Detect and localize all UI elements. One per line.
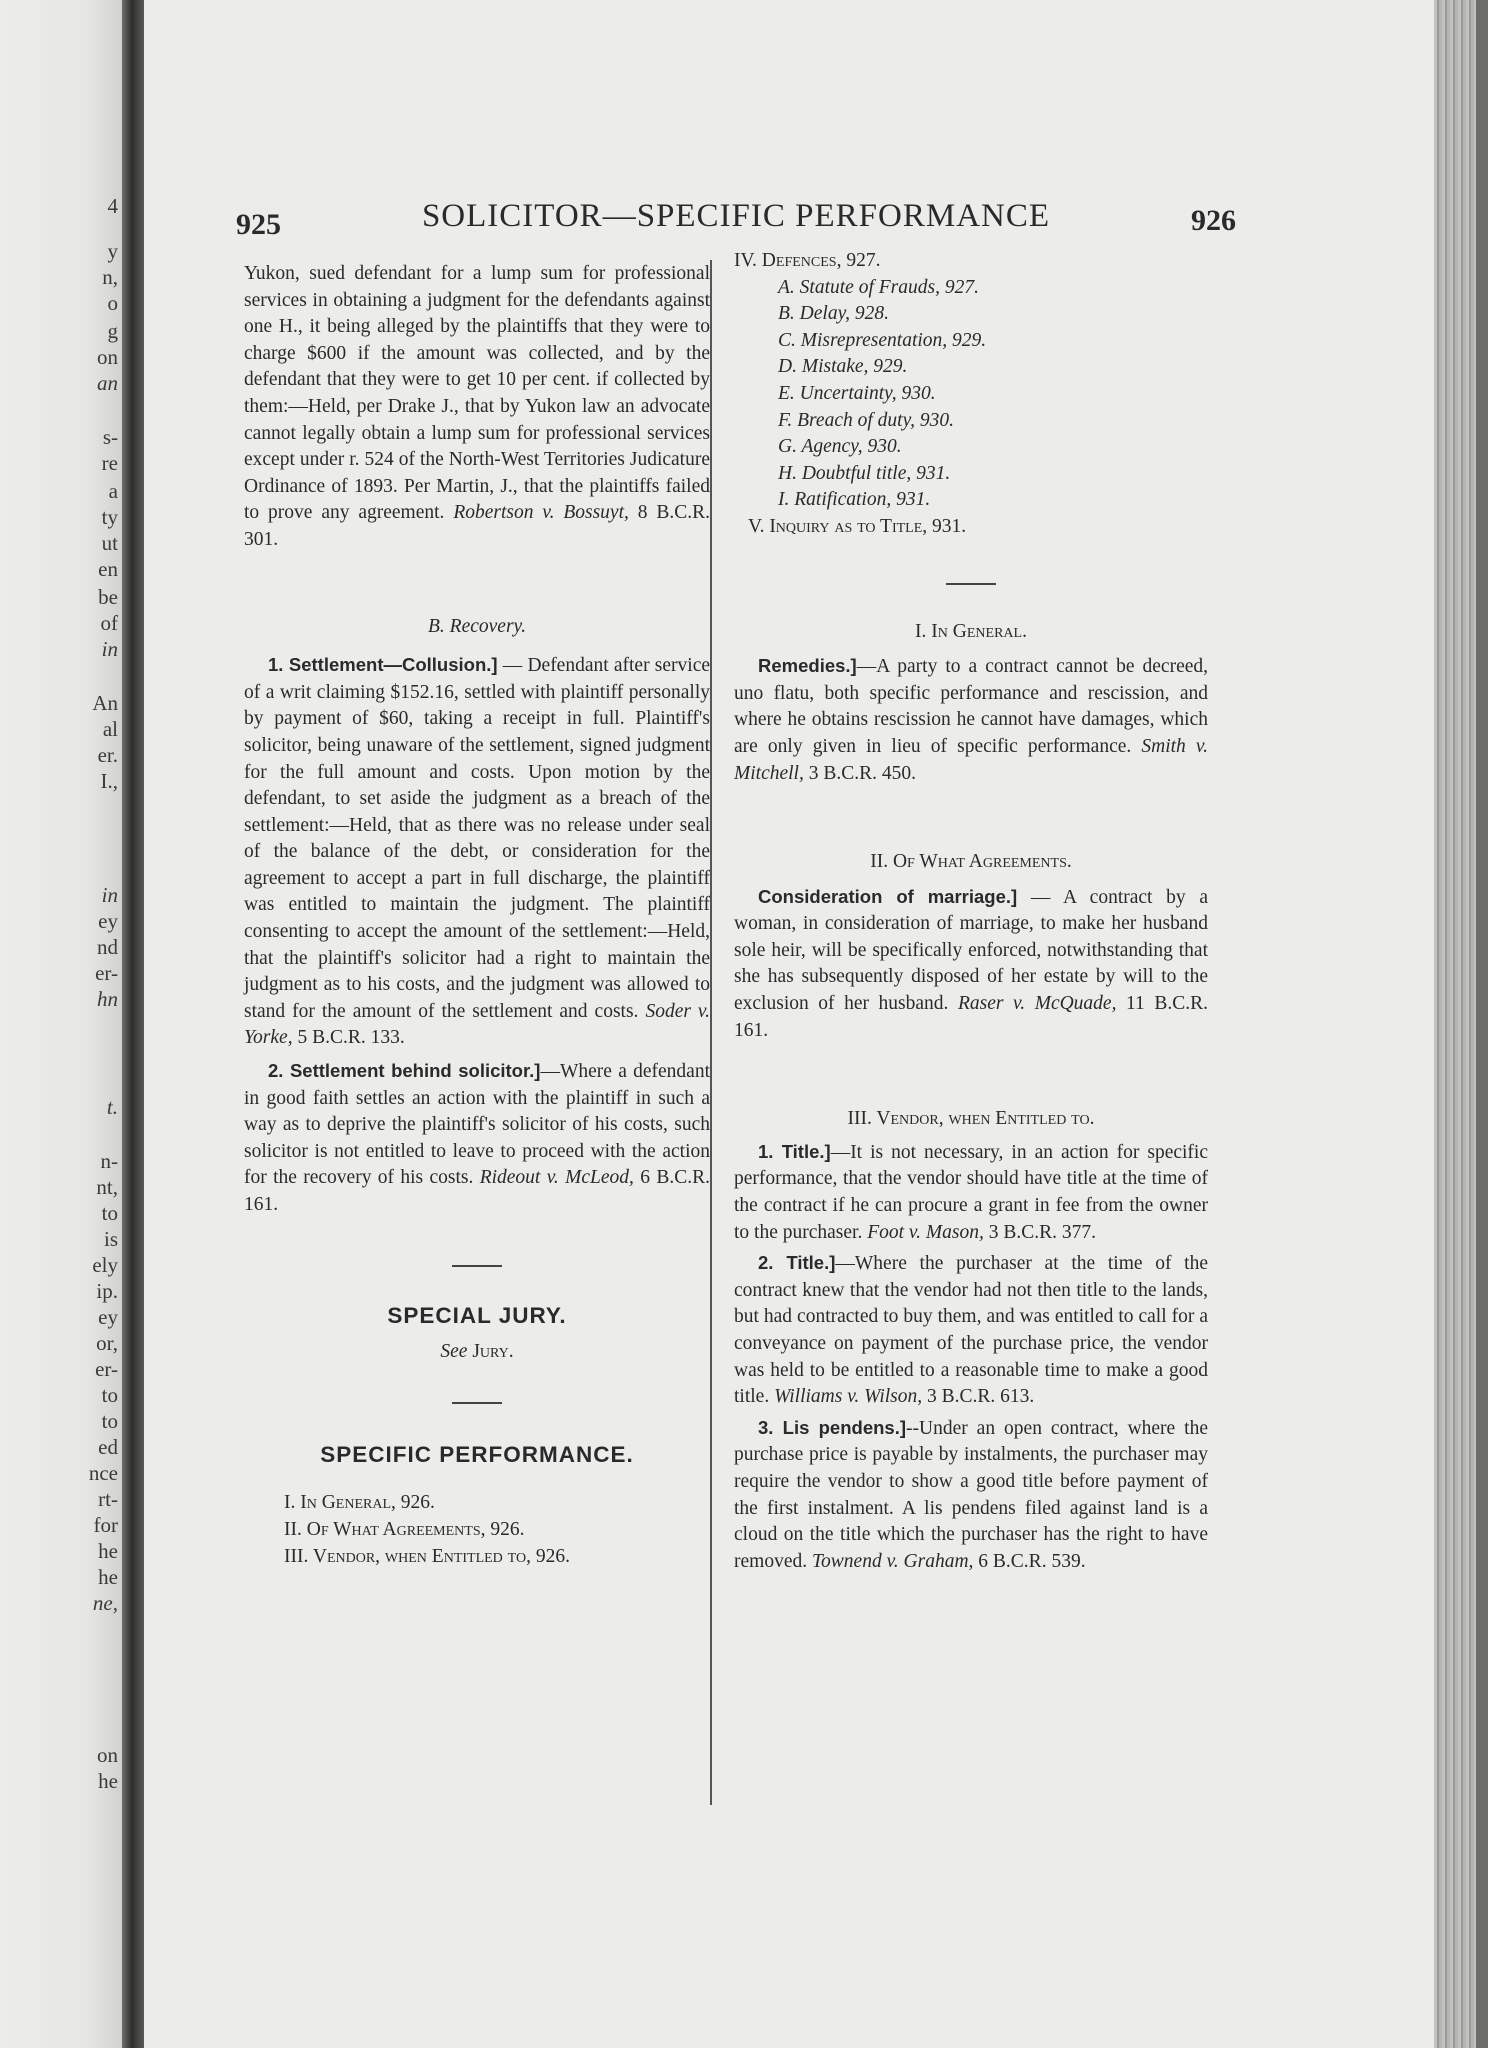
facing-page-fragment: in — [101, 883, 118, 907]
table-of-contents — [244, 1490, 710, 1570]
case-citation: Smith v. Mitchell, — [734, 735, 1209, 784]
facing-page-fragment: n- — [100, 1149, 118, 1173]
facing-page-fragment: on — [97, 1743, 118, 1767]
entry-consideration-of-marriage: Consideration of marriage.] — A contract by a woman, in consideration of marriage, to make her husband sole heir, will be specifically enforced, notwithstanding that she has subsequently disposed of her estate by will to the exclusion of her husband. Raser v. McQuade, 11 B.C.R. 161. — [734, 885, 1209, 1041]
facing-page-fragment: ne, — [92, 1591, 118, 1615]
facing-page-fragment: ely — [92, 1253, 118, 1277]
report-reference: 3 B.C.R. 377. — [988, 1221, 1096, 1243]
entry-settlement-behind-solicitor: 2. Settlement behind solicitor.]—Where a defendant in good faith settles an action with the plaintiff in such a way as to deprive the plaintiff's solicitor of his costs, such solicitor is not entitled to leave to proceed with the action for the recovery of his costs. Rideout v. McLeod, 6 B.C.R. 161. — [244, 1060, 710, 1215]
facing-page-fragment: be — [98, 585, 118, 609]
facing-page-fragment: an — [97, 371, 118, 395]
facing-page-fragment: hn — [97, 987, 118, 1011]
facing-page-fragment: or, — [96, 1331, 118, 1355]
case-citation: Raser v. McQuade, — [958, 993, 1117, 1015]
entry-remedies: Remedies.]—A party to a contract cannot be decreed, uno flatu, both specific performance and rescission, and where he obtains rescission he cannot have damages, which are only given in lieu of specific performance. Smith v. Mitchell, 3 B.C.R. 450. — [734, 655, 1209, 784]
section-heading-b: B. Recovery. — [428, 615, 526, 637]
toc-item: II. Of What Agreements, 926. — [284, 1518, 525, 1540]
facing-page-fragment: y — [107, 239, 118, 263]
case-citation: Soder v. Yorke, — [244, 1000, 711, 1049]
case-citation: Foot v. Mason, — [867, 1221, 984, 1243]
facing-page-fragment: re — [101, 451, 118, 475]
entry-label: 1. Settlement—Collusion.] — [268, 654, 498, 676]
case-citation: Townend v. Graham, — [811, 1550, 974, 1572]
facing-page-fragment: ut — [101, 531, 118, 555]
facing-page-fragment: ey — [98, 1305, 118, 1329]
page-number-left: 925 — [236, 208, 281, 241]
left-column — [244, 261, 710, 1570]
page-number-right: 926 — [1191, 204, 1236, 237]
case-citation: Williams v. Wilson, — [774, 1386, 923, 1408]
report-reference: 5 B.C.R. 133. — [297, 1027, 405, 1049]
facing-page-fragment: ty — [101, 505, 118, 529]
facing-page-fragment: s- — [102, 425, 118, 449]
facing-page-fragment: a — [108, 479, 118, 503]
case-citation: Robertson v. Bossuyt, — [453, 502, 629, 524]
toc-subitem: E. Uncertainty, 930. — [778, 382, 936, 404]
toc-subitem: F. Breach of duty, 930. — [778, 409, 955, 431]
column-divider — [710, 260, 712, 1805]
facing-page-fragment: for — [93, 1513, 118, 1537]
facing-page-fragment: 4 — [107, 194, 118, 218]
special-jury-title: SPECIAL JURY. — [387, 1302, 567, 1328]
toc-subitem: I. Ratification, 931. — [778, 489, 931, 511]
facing-page-fragment: er- — [95, 1357, 118, 1381]
toc-subitem: G. Agency, 930. — [778, 436, 902, 458]
facing-page-fragment: er- — [95, 961, 118, 985]
facing-page-fragment: o — [107, 291, 118, 315]
facing-page-fragment: nt, — [96, 1175, 118, 1199]
section-heading-vendor: III. Vendor, when Entitled to. — [847, 1108, 1095, 1130]
report-reference: 6 B.C.R. 161. — [244, 1167, 710, 1215]
book-cover-edge — [1476, 0, 1488, 2048]
page-header — [236, 198, 1236, 246]
facing-page-fragment: nd — [97, 935, 118, 959]
toc-subitem: B. Delay, 928. — [778, 303, 890, 325]
report-reference: 8 B.C.R. 301. — [244, 502, 711, 550]
entry-title-1: 1. Title.]—It is not necessary, in an action for specific performance, that the vendor should have title at the time of the contract if he can procure a grant in fee from the owner to the purchaser. Foot v. Mason, 3 B.C.R. 377. — [734, 1140, 1208, 1243]
entry-label: 1. Title.] — [758, 1140, 831, 1162]
toc-subitem: H. Doubtful title, 931. — [778, 462, 951, 484]
toc-subitem: D. Mistake, 929. — [778, 356, 908, 378]
case-citation: Rideout v. McLeod, — [479, 1167, 634, 1189]
right-column — [734, 248, 1208, 1575]
facing-page-fragment: he — [98, 1539, 118, 1563]
facing-page-fragment: in — [101, 637, 118, 661]
facing-page-fragment: nce — [88, 1461, 118, 1485]
book-gutter — [122, 0, 144, 2048]
section-heading-general: I. In General. — [915, 620, 1027, 642]
entry-label: 2. Settlement behind solicitor.] — [268, 1060, 541, 1082]
entry-lis-pendens: 3. Lis pendens.]--Under an open contract, where the purchase price is payable by instalments, the purchaser may require the vendor to show a good title before payment of the first instalment. A lis pendens filed against land is a cloud on the title which the purchaser has the right to have removed. Townend v. Graham, 6 B.C.R. 539. — [734, 1416, 1208, 1572]
facing-page-fragment: er. — [97, 743, 118, 767]
entry-label: 2. Title.] — [758, 1252, 836, 1274]
entry-label: Remedies.] — [758, 655, 857, 677]
specific-performance-title: SPECIFIC PERFORMANCE. — [320, 1441, 634, 1467]
report-reference: 3 B.C.R. 613. — [927, 1386, 1035, 1408]
report-reference: 6 B.C.R. 539. — [978, 1550, 1086, 1572]
entry-settlement-collusion: 1. Settlement—Collusion.] — Defendant after service of a writ claiming $152.16, settled with plaintiff personally by payment of $60, taking a receipt in full. Plaintiff's solicitor, being unaware of the settlement, signed judgment for the full amount and costs. Upon motion by the defendant, to set aside the judgment as a breach of the settlement:—Held, that as there was no release under seal of the balance of the debt, or consideration for the agreement to accept a part in full discharge, the plaintiff was entitled to maintain the judgment. The plaintiff consenting to accept the amount of the settlement:—Held, that the plaintiff's solicitor had a right to maintain the judgment as to his costs, and the judgment was allowed to stand for the amount of the settlement and costs. Soder v. Yorke, 5 B.C.R. 133. — [244, 654, 711, 1049]
entry-label: Consideration of marriage.] — [758, 885, 1018, 907]
report-reference: 11 B.C.R. 161. — [734, 993, 1209, 1041]
toc-subitem: A. Statute of Frauds, 927. — [778, 276, 979, 298]
facing-page-fragment: to — [101, 1201, 118, 1225]
report-reference: 3 B.C.R. 450. — [808, 762, 917, 784]
toc-subitem: C. Misrepresentation, 929. — [778, 329, 987, 351]
table-of-contents-continued — [734, 248, 1208, 541]
continued-entry: Yukon, sued defendant for a lump sum for professional services in obtaining a judgment for the defendants against one H., it being alleged by the plaintiffs that they were to charge $600 if the amount was collected, and by the defendant that they were to get 10 per cent. if collected by them:—Held, per Drake J., that by Yukon law an advocate cannot legally obtain a lump sum for professional services except under r. 524 of the North-West Territories Judicature Ordinance of 1893. Per Martin, J., that the plaintiffs failed to prove any agreement. Robertson v. Bossuyt, 8 B.C.R. 301. — [244, 263, 711, 550]
cross-reference-target: Jury. — [472, 1341, 514, 1363]
facing-page-fragment: An — [92, 691, 118, 715]
facing-page-fragment: ey — [98, 909, 118, 933]
entry-label: 3. Lis pendens.] — [758, 1416, 906, 1438]
running-title: SOLICITOR—SPECIFIC PERFORMANCE — [421, 198, 1051, 234]
facing-page-fragment: is — [103, 1227, 118, 1251]
section-heading-agreements: II. Of What Agreements. — [870, 851, 1072, 873]
facing-page-edge — [0, 0, 126, 2048]
facing-page-fragment: ed — [98, 1435, 118, 1459]
facing-page-fragment: en — [98, 557, 118, 581]
entry-title-2: 2. Title.]—Where the purchaser at the time of the contract knew that the vendor had not then title to the lands, but had contracted to buy them, and was entitled to call for a conveyance on payment of the purchase price, the vendor was held to be entitled to a reasonable time to make a good title. Williams v. Wilson, 3 B.C.R. 613. — [734, 1252, 1208, 1408]
toc-item: I. In General, 926. — [284, 1492, 435, 1514]
toc-item: V. Inquiry as to Title, 931. — [748, 515, 967, 537]
toc-item: IV. Defences, 927. — [734, 250, 881, 271]
facing-page-fragment: to — [101, 1383, 118, 1407]
facing-page-fragment: of — [100, 611, 118, 635]
facing-page-fragment: n, — [102, 265, 118, 289]
cross-reference: See Jury. — [440, 1341, 514, 1363]
facing-page-fragment: to — [101, 1409, 118, 1433]
facing-page-fragment: rt- — [98, 1487, 118, 1511]
facing-page-fragment: he — [98, 1565, 118, 1589]
facing-page-fragment: I., — [100, 769, 118, 793]
facing-page-fragment: t. — [106, 1095, 118, 1119]
toc-item: III. Vendor, when Entitled to, 926. — [284, 1545, 570, 1567]
facing-page-fragment: al — [102, 717, 118, 741]
facing-page-fragment: ip. — [96, 1279, 118, 1303]
facing-page-fragment: he — [98, 1769, 118, 1793]
facing-page-fragment: on — [97, 345, 118, 369]
facing-page-fragment: g — [107, 319, 118, 343]
